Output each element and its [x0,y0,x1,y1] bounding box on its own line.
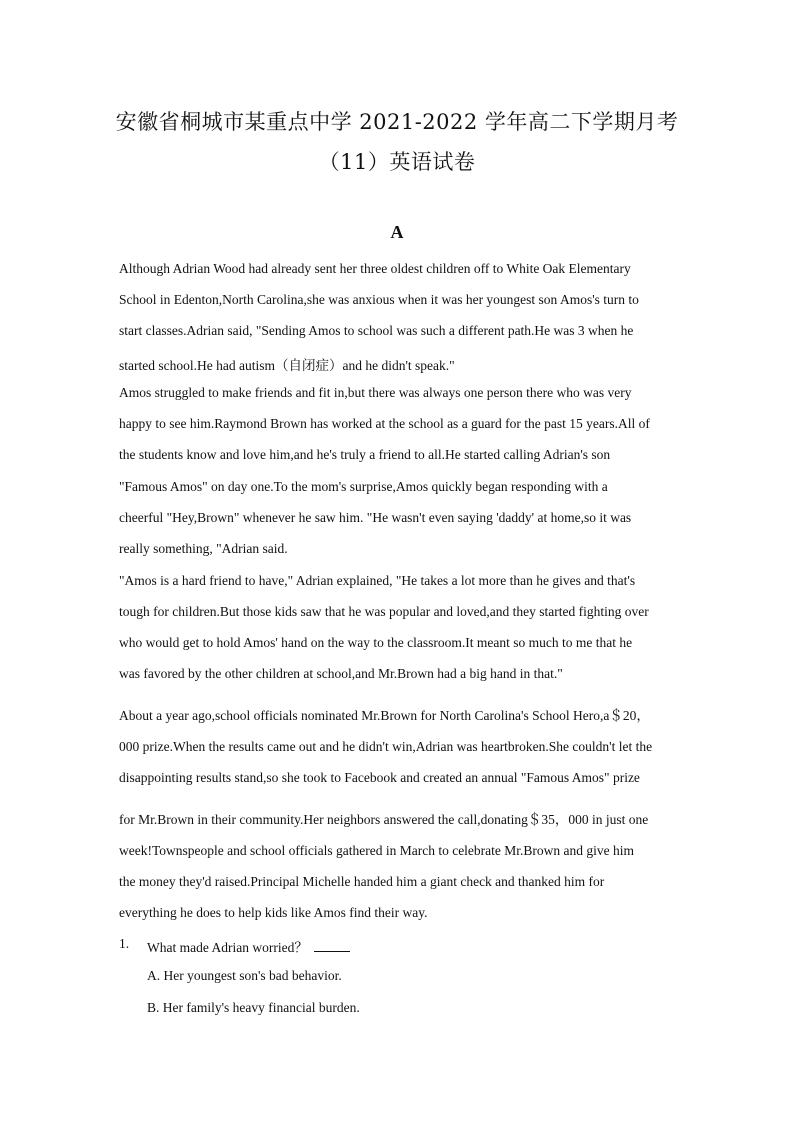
passage-line: About a year ago,school officials nominated Mr.Brown for North Carolina's School Hero,a＄20， [119,708,650,723]
passage-line: Amos struggled to make friends and fit in,but there was always one person there who was very [119,385,632,400]
passage-line: everything he does to help kids like Amos find their way. [119,905,428,920]
document-title-line-2: （11）英语试卷 [318,150,476,174]
passage-line: Although Adrian Wood had already sent her three oldest children off to White Oak Elementary [119,261,631,276]
passage-line: "Famous Amos" on day one.To the mom's surprise,Amos quickly began responding with a [119,479,608,494]
passage-line: really something, "Adrian said. [119,541,288,556]
passage-line: tough for children.But those kids saw that he was popular and loved,and they started fighting over [119,604,649,619]
passage-line: cheerful "Hey,Brown" whenever he saw him. "He wasn't even saying 'daddy' at home,so it was [119,510,632,525]
answer-blank [314,939,350,952]
passage-line: "Amos is a hard friend to have," Adrian explained, "He takes a lot more than he gives and that's [119,573,636,588]
passage-line: who would get to hold Amos' hand on the way to the classroom.It meant so much to me that he [119,635,633,650]
passage-line: happy to see him.Raymond Brown has worked at the school as a guard for the past 15 years.All of [119,416,650,431]
passage-line: the students know and love him,and he's truly a friend to all.He started calling Adrian's son [119,447,611,462]
question-text: What made Adrian worried？ [147,940,308,955]
question-number: 1. [119,936,130,951]
passage-line: for Mr.Brown in their community.Her neighbors answered the call,donating＄35，000 in just one [119,812,649,827]
passage-line: was favored by the other children at school,and Mr.Brown had a big hand in that." [119,666,563,681]
answer-option-a: A. Her youngest son's bad behavior. [147,968,342,983]
passage-line: the money they'd raised.Principal Michelle handed him a giant check and thanked him for [119,874,605,889]
answer-option-b: B. Her family's heavy financial burden. [147,1000,360,1015]
question-stem [147,936,350,956]
section-heading: A [390,222,404,242]
passage-line: School in Edenton,North Carolina,she was anxious when it was her youngest son Amos's turn to [119,292,639,307]
document-title-line-1: 安徽省桐城市某重点中学 2021-2022 学年高二下学期月考 [115,110,679,134]
passage-line: start classes.Adrian said, "Sending Amos to school was such a different path.He was 3 when he [119,323,634,338]
passage-line: 000 prize.When the results came out and he didn't win,Adrian was heartbroken.She couldn't let the [119,739,653,754]
passage-line: disappointing results stand,so she took to Facebook and created an annual "Famous Amos" prize [119,770,640,785]
passage-line: started school.He had autism（自闭症）and he didn't speak." [119,358,455,373]
passage-line: week!Townspeople and school officials gathered in March to celebrate Mr.Brown and give him [119,843,635,858]
